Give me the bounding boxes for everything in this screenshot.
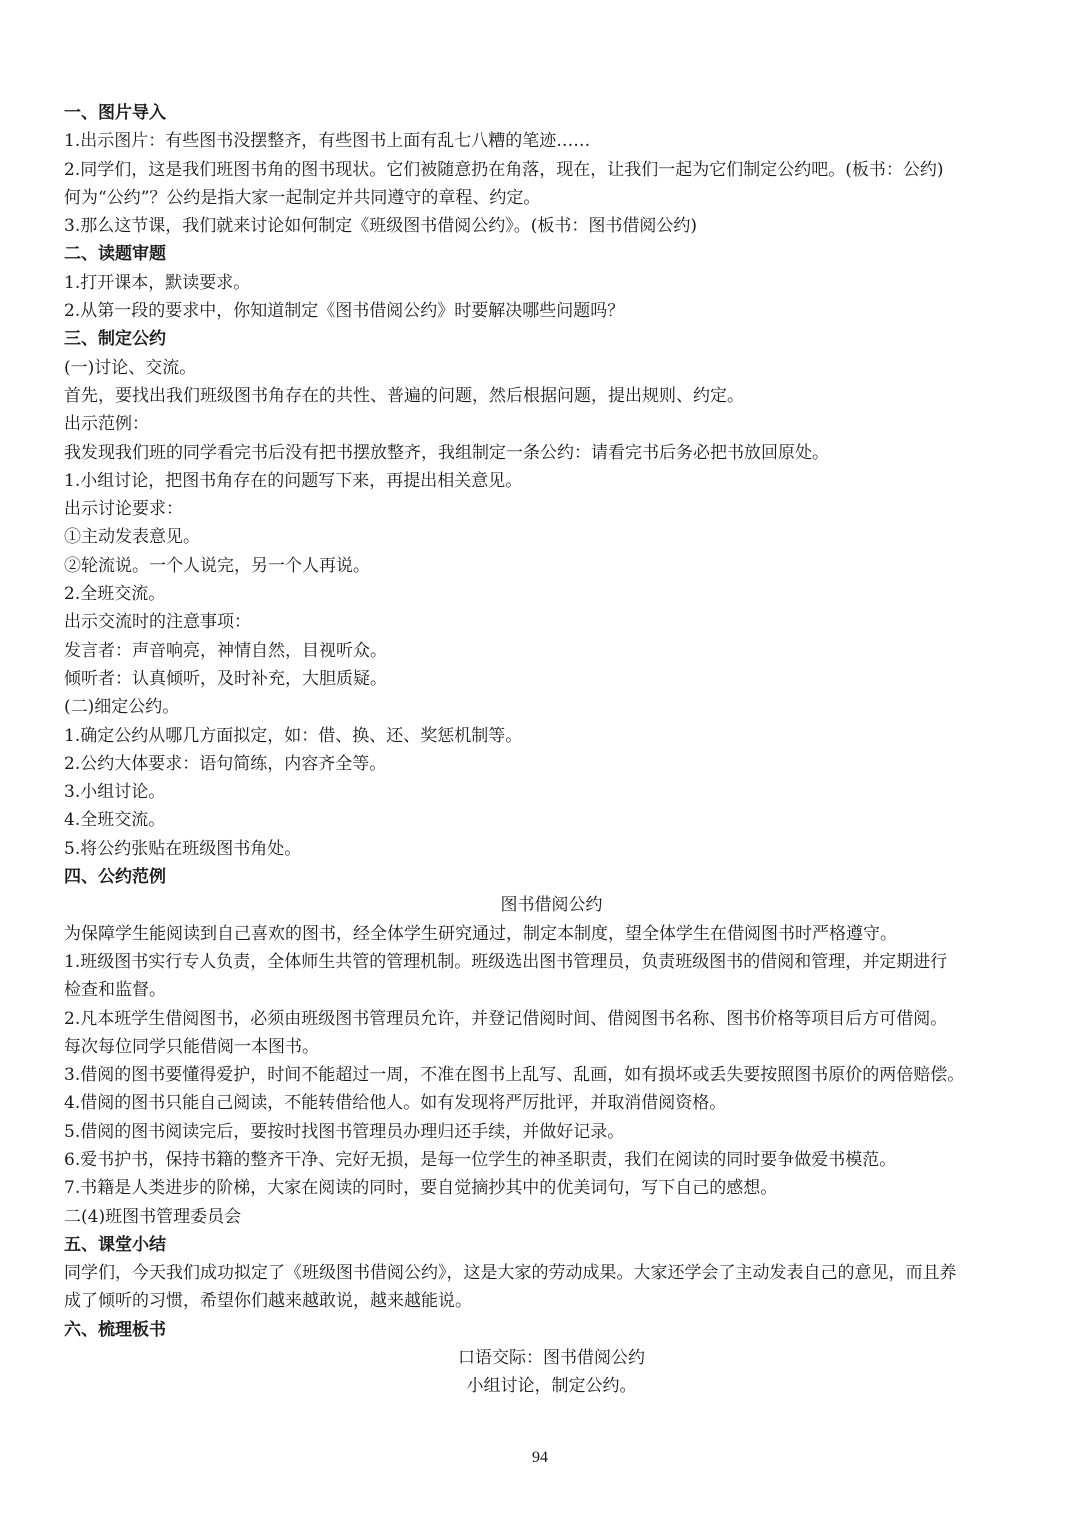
- text-line: 检查和监督。: [64, 980, 166, 1001]
- text-line: 我发现我们班的同学看完书后没有把书摆放整齐，我组制定一条公约：请看完书后务必把书放回原处。: [64, 442, 829, 463]
- text-line: 7.书籍是人类进步的阶梯，大家在阅读的同时，要自觉摘抄其中的优美词句，写下自己的感想。: [64, 1178, 778, 1199]
- text-line: 出示交流时的注意事项：: [64, 612, 251, 633]
- text-line: 倾听者：认真倾听，及时补充，大胆质疑。: [64, 668, 387, 689]
- text-line: 1.班级图书实行专人负责，全体师生共管的管理机制。班级选出图书管理员，负责班级图书的借阅和管理，并定期进行: [64, 951, 948, 972]
- text-line: 1.确定公约从哪几方面拟定，如：借、换、还、奖惩机制等。: [64, 725, 523, 746]
- text-line: 2.全班交流。: [64, 584, 166, 605]
- text-line: 为保障学生能阅读到自己喜欢的图书，经全体学生研究通过，制定本制度，望全体学生在借阅图书时严格遵守。: [64, 923, 897, 944]
- centered-line: 小组讨论，制定公约。: [466, 1376, 637, 1397]
- text-line: ①主动发表意见。: [64, 527, 200, 548]
- text-line: 2.公约大体要求：语句简练，内容齐全等。: [64, 753, 387, 774]
- text-line: 5.将公约张贴在班级图书角处。: [64, 838, 302, 859]
- text-line: 二(4)班图书管理委员会: [64, 1206, 242, 1227]
- text-line: 成了倾听的习惯，希望你们越来越敢说，越来越能说。: [64, 1291, 472, 1312]
- text-line: 4.借阅的图书只能自己阅读，不能转借给他人。如有发现将严厉批评，并取消借阅资格。: [64, 1093, 727, 1114]
- section-heading: 六、梳理板书: [64, 1319, 166, 1340]
- text-line: 3.小组讨论。: [64, 782, 166, 803]
- section-heading: 五、课堂小结: [64, 1234, 166, 1255]
- document-body: [64, 99, 1039, 1401]
- section-heading: 四、公约范例: [64, 867, 166, 888]
- text-line: 发言者：声音响亮，神情自然，目视听众。: [64, 640, 387, 661]
- text-line: 5.借阅的图书阅读完后，要按时找图书管理员办理归还手续，并做好记录。: [64, 1121, 625, 1142]
- centered-line: 口语交际：图书借阅公约: [458, 1348, 645, 1369]
- text-line: 1.打开课本，默读要求。: [64, 272, 251, 293]
- section-heading: 二、读题审题: [64, 244, 166, 265]
- text-line: 2.同学们，这是我们班图书角的图书现状。它们被随意扔在角落，现在，让我们一起为它们制定公约吧。(板书：公约): [64, 159, 944, 180]
- text-line: ②轮流说。一个人说完，另一个人再说。: [64, 555, 370, 576]
- centered-line: 图书借阅公约: [500, 895, 603, 916]
- text-line: (一)讨论、交流。: [64, 357, 197, 378]
- section-heading: 三、制定公约: [64, 329, 166, 350]
- text-line: 出示范例：: [64, 414, 149, 435]
- text-line: 何为“公约”？公约是指大家一起制定并共同遵守的章程、约定。: [64, 187, 541, 208]
- text-line: 首先，要找出我们班级图书角存在的共性、普遍的问题，然后根据问题，提出规则、约定。: [64, 385, 744, 406]
- text-line: 2.从第一段的要求中，你知道制定《图书借阅公约》时要解决哪些问题吗？: [64, 301, 625, 322]
- text-line: 2.凡本班学生借阅图书，必须由班级图书管理员允许，并登记借阅时间、借阅图书名称、图书价格等项目后方可借阅。: [64, 1008, 948, 1029]
- text-line: 1.小组讨论，把图书角存在的问题写下来，再提出相关意见。: [64, 470, 523, 491]
- text-line: 同学们，今天我们成功拟定了《班级图书借阅公约》，这是大家的劳动成果。大家还学会了主动发表自己的意见，而且养: [64, 1263, 957, 1284]
- text-line: 1.出示图片：有些图书没摆整齐，有些图书上面有乱七八糟的笔迹……: [64, 131, 591, 152]
- text-line: 3.那么这节课，我们就来讨论如何制定《班级图书借阅公约》。(板书：图书借阅公约): [64, 216, 697, 237]
- text-line: 每次每位同学只能借阅一本图书。: [64, 1036, 319, 1057]
- text-line: (二)细定公约。: [64, 697, 180, 718]
- text-line: 出示讨论要求：: [64, 499, 183, 520]
- section-heading: 一、图片导入: [64, 103, 166, 123]
- text-line: 4.全班交流。: [64, 810, 166, 831]
- text-line: 6.爱书护书，保持书籍的整齐干净、完好无损，是每一位学生的神圣职责，我们在阅读的同时要争做爱书模范。: [64, 1149, 897, 1170]
- text-line: 3.借阅的图书要懂得爱护，时间不能超过一周，不准在图书上乱写、乱画，如有损坏或丢失要按照图书原价的两倍赔偿。: [64, 1065, 965, 1086]
- page-number: 94: [532, 1449, 548, 1466]
